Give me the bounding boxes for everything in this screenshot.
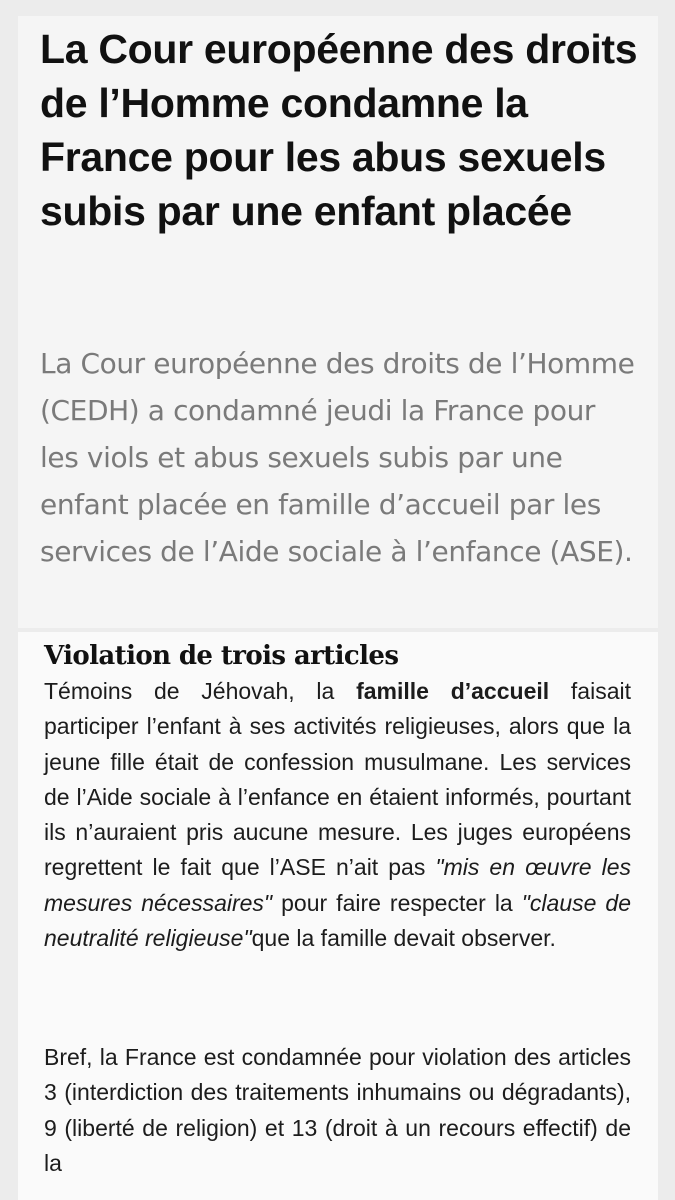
- article-headline: La Cour européenne des droits de l’Homme condamne la France pour les abus sexuels subis par une enfant placée: [40, 26, 638, 234]
- paragraph-text: pour faire respecter la: [272, 889, 522, 916]
- paragraph-text: Témoins de Jéhovah, la: [44, 678, 357, 704]
- bold-phrase: famille d’accueil: [356, 678, 550, 704]
- italic-quote: "mis en œuvre les mesures nécessaires": [44, 854, 631, 916]
- section-title: Violation de trois articles: [44, 641, 399, 671]
- article-lead: La Cour européenne des droits de l’Homme (CEDH) a condamné jeudi la France pour les viols et abus sexuels subis par une enfant placée en famille d’accueil par les services de l’Aide sociale à l’enfance (ASE).: [40, 347, 635, 568]
- body-paragraph-2: Bref, la France est condamnée pour violation des articles 3 (interdiction des traitements inhumains ou dégradants), 9 (liberté de religion) et 13 (droit à un recours effectif) de la: [44, 1044, 631, 1176]
- paragraph-text: faisait participer l’enfant à ses activités religieuses, alors que la jeune fille était de confession musulmane. Les services de l’Aide sociale à l’enfance en étaient informés, pourtant ils n’auraient pris aucune mesure. Les juges européens regrettent le fait que l’ASE n’ait pas: [44, 678, 631, 881]
- paragraph-text: que la famille devait observer.: [251, 925, 556, 952]
- italic-quote: "clause de neutralité religieuse": [44, 889, 631, 952]
- body-paragraph-1: [44, 674, 631, 956]
